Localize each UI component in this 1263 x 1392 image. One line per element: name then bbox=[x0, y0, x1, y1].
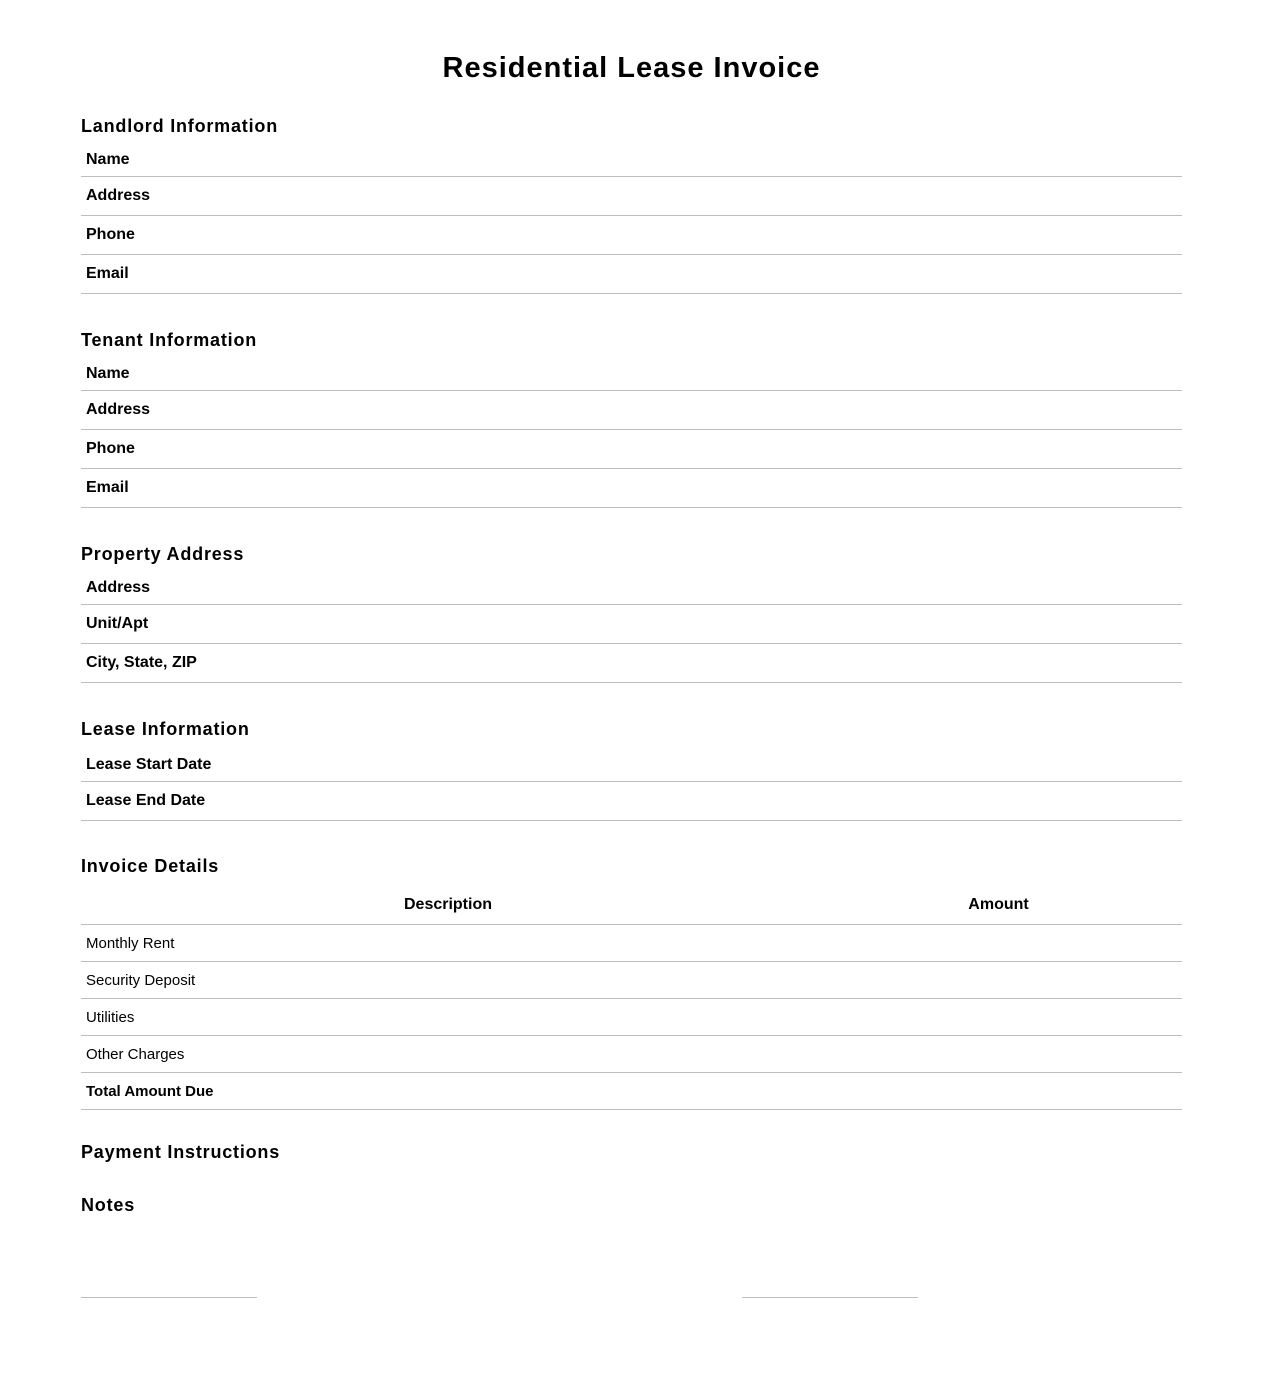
property-table bbox=[81, 572, 1182, 683]
field-label: Email bbox=[81, 469, 1182, 508]
total-row bbox=[81, 1073, 1182, 1110]
notes-section bbox=[81, 1193, 1182, 1217]
field-row bbox=[81, 644, 1182, 683]
section-heading: Property Address bbox=[81, 544, 245, 564]
column-header-description: Description bbox=[81, 886, 815, 925]
field-row bbox=[81, 216, 1182, 255]
field-label: Address bbox=[81, 177, 1182, 216]
field-label: Phone bbox=[81, 430, 1182, 469]
total-label: Total Amount Due bbox=[81, 1073, 815, 1110]
lease-table bbox=[81, 749, 1182, 821]
section-heading: Notes bbox=[81, 1195, 136, 1215]
field-label: Email bbox=[81, 255, 1182, 294]
table-header-row bbox=[81, 886, 1182, 925]
field-row bbox=[81, 782, 1182, 821]
section-heading: Invoice Details bbox=[81, 856, 220, 876]
line-item-description: Utilities bbox=[81, 999, 815, 1036]
field-row bbox=[81, 391, 1182, 430]
field-label: Unit/Apt bbox=[81, 605, 1182, 644]
line-item-description: Other Charges bbox=[81, 1036, 815, 1073]
field-row bbox=[81, 572, 1182, 605]
field-label: City, State, ZIP bbox=[81, 644, 1182, 683]
section-heading: Tenant Information bbox=[81, 330, 258, 350]
field-row bbox=[81, 469, 1182, 508]
field-label: Lease End Date bbox=[81, 782, 1182, 821]
lease-section bbox=[81, 717, 1182, 821]
landlord-section bbox=[81, 114, 1182, 294]
table-row bbox=[81, 962, 1182, 999]
field-row bbox=[81, 749, 1182, 782]
table-row bbox=[81, 925, 1182, 962]
property-section bbox=[81, 542, 1182, 683]
invoice-section bbox=[81, 854, 1182, 1110]
line-item-description: Security Deposit bbox=[81, 962, 815, 999]
line-item-description: Monthly Rent bbox=[81, 925, 815, 962]
line-item-amount bbox=[815, 1036, 1182, 1073]
page-title: Residential Lease Invoice bbox=[442, 52, 821, 84]
section-heading: Landlord Information bbox=[81, 116, 278, 136]
tenant-table bbox=[81, 358, 1182, 508]
section-heading: Payment Instructions bbox=[81, 1142, 281, 1162]
total-amount bbox=[815, 1073, 1182, 1110]
field-label: Lease Start Date bbox=[81, 749, 1182, 782]
invoice-table bbox=[81, 886, 1182, 1110]
field-label: Address bbox=[81, 391, 1182, 430]
line-item-amount bbox=[815, 999, 1182, 1036]
field-row bbox=[81, 358, 1182, 391]
line-item-amount bbox=[815, 925, 1182, 962]
signature-line-left bbox=[81, 1297, 257, 1298]
column-header-amount: Amount bbox=[815, 886, 1182, 925]
tenant-section bbox=[81, 328, 1182, 508]
landlord-table bbox=[81, 144, 1182, 294]
field-label: Name bbox=[81, 144, 1182, 177]
field-row bbox=[81, 255, 1182, 294]
field-row bbox=[81, 430, 1182, 469]
signature-line-right bbox=[742, 1297, 918, 1298]
table-row bbox=[81, 999, 1182, 1036]
field-label: Address bbox=[81, 572, 1182, 605]
section-heading: Lease Information bbox=[81, 719, 250, 739]
payment-section bbox=[81, 1140, 1182, 1164]
field-label: Name bbox=[81, 358, 1182, 391]
field-row bbox=[81, 605, 1182, 644]
table-row bbox=[81, 1036, 1182, 1073]
field-row bbox=[81, 177, 1182, 216]
line-item-amount bbox=[815, 962, 1182, 999]
field-label: Phone bbox=[81, 216, 1182, 255]
field-row bbox=[81, 144, 1182, 177]
